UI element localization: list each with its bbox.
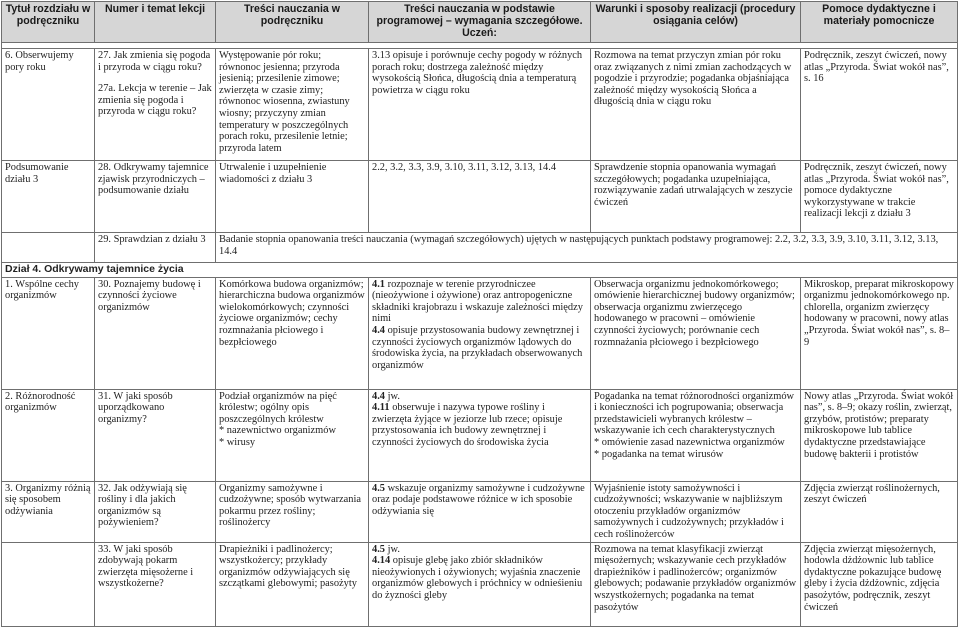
- aids-cell: Nowy atlas „Przyroda. Świat wokół nas”, s. 8–9; okazy roślin, zwierząt, grzybów, protistów; preparaty mikroskopowe lub tablice dydaktyczne przedstawiające budowę bakterii i protistów: [801, 389, 958, 481]
- content-text: * nazewnictwo organizmów: [219, 425, 336, 437]
- content-text: Podział organizmów na pięć królestw; ogólny opis poszczególnych królestw: [219, 390, 337, 425]
- header-content: Treści nauczania w podręczniku: [216, 2, 369, 43]
- curriculum-item: [372, 325, 587, 371]
- curriculum-item: [372, 402, 587, 448]
- chapter-cell: 2. Różnorodność organizmów: [2, 389, 95, 481]
- lesson-cell: [95, 49, 216, 161]
- curriculum-item: [372, 544, 587, 556]
- table-row: [2, 389, 958, 481]
- chapter-cell: Podsumowanie działu 3: [2, 161, 95, 233]
- methods-cell: [591, 389, 801, 481]
- header-row: [2, 2, 958, 43]
- curriculum-number: 4.5: [372, 543, 385, 555]
- curriculum-text: jw.: [387, 543, 400, 555]
- lesson-cell: 32. Jak odżywiają się rośliny i dla jakich organizmów są pożywieniem?: [95, 481, 216, 542]
- curriculum-text: wskazuje organizmy samożywne i cudzożywne oraz podaje podstawowe różnice w ich sposobie odżywiania się: [372, 482, 585, 517]
- header-chapter: Tytuł rozdziału w podręczniku: [2, 2, 95, 43]
- curriculum-cell: 2.2, 3.2, 3.3, 3.9, 3.10, 3.11, 3.12, 3.13, 14.4: [369, 161, 591, 233]
- gap: [98, 73, 212, 83]
- curriculum-number: 4.4: [372, 390, 385, 402]
- table-row: [2, 277, 958, 389]
- curriculum-cell: 3.13 opisuje i porównuje cechy pogody w różnych porach roku; dostrzega zależność między wysokością Słońca, długością dnia a temperaturą powietrza w ciągu roku: [369, 49, 591, 161]
- aids-cell: Podręcznik, zeszyt ćwiczeń, nowy atlas „Przyroda. Świat wokół nas”, pomoce dydaktyczne wykorzystywane w trakcie realizacji lekcji z działu 3: [801, 161, 958, 233]
- section-title: Dział 4. Odkrywamy tajemnice życia: [2, 263, 958, 278]
- methods-cell: Rozmowa na temat klasyfikacji zwierząt mięsożernych; wskazywanie cech przykładów drapieżników i padlinożerców; organizmów glebowych; podawanie przykładów organizmów wszystkożernych; pogadanka na temat pasożytów: [591, 542, 801, 626]
- aids-cell: Zdjęcia zwierząt mięsożernych, hodowla dżdżownic lub tablice dydaktyczne pokazujące budowę gleby i życia dżdżownic, zdjęcia pasożytów, podręcznik, zeszyt ćwiczeń: [801, 542, 958, 626]
- curriculum-cell: [369, 277, 591, 389]
- curriculum-number: 4.14: [372, 555, 391, 567]
- curriculum-cell: [369, 389, 591, 481]
- methods-cell: Sprawdzenie stopnia opanowania wymagań szczegółowych; pogadanka uzupełniająca, rozwiązywanie zadań utrwalających w zeszycie ćwiczeń: [591, 161, 801, 233]
- curriculum-text: opisuje glebę jako zbiór składników nieożywionych i ożywionych; wyjaśnia znaczenie organizmów glebowych i próchnicy w odnieśieniu do żyzności gleby: [372, 555, 583, 601]
- content-text: * wirusy: [219, 436, 256, 448]
- content-cell: Komórkowa budowa organizmów; hierarchiczna budowa organizmów wielokomórkowych; czynności życiowe organizmów; cechy rozmnażania płciowego i bezpłciowego: [216, 277, 369, 389]
- table-row: [2, 161, 958, 233]
- lesson-plan-table: [1, 1, 958, 627]
- curriculum-text: opisuje przystosowania budowy zewnętrznej i czynności życiowych organizmów lądowych do środowiska życia, na przykładach obserwowanych organizmów: [372, 324, 583, 371]
- methods-cell: Obserwacja organizmu jednokomórkowego; omówienie hierarchicznej budowy organizmów; obserwacja organizmu zwierzęcego hodowanego w pracowni – omówienie czynności życiowych; porównanie cech rozmnażania płciowego i bezpłciowego: [591, 277, 801, 389]
- content-cell: Organizmy samożywne i cudzożywne; sposób wytwarzania pokarmu przez rośliny; roślinożercy: [216, 481, 369, 542]
- curriculum-item: [372, 391, 587, 403]
- aids-cell: Mikroskop, preparat mikroskopowy organizmu jednokomórkowego np. chlorella, organizm zwierzęcy hodowany w pracowni, nowy atlas „Przyroda. Świat wokół nas”, s. 8–9: [801, 277, 958, 389]
- aids-cell: Zdjęcia zwierząt roślinożernych, zeszyt ćwiczeń: [801, 481, 958, 542]
- content-cell: Drapieżniki i padlinożercy; wszystkożercy; przykłady organizmów odżywiających się szczątkami glebowymi; pasożyty: [216, 542, 369, 626]
- chapter-cell: [2, 233, 95, 263]
- table-row: [2, 542, 958, 626]
- curriculum-text: jw.: [387, 390, 400, 402]
- curriculum-cell: [369, 481, 591, 542]
- lesson-cell: 29. Sprawdzian z działu 3: [95, 233, 216, 263]
- table-row: [2, 481, 958, 542]
- header-lesson: Numer i temat lekcji: [95, 2, 216, 43]
- chapter-cell: 6. Obserwujemy pory roku: [2, 49, 95, 161]
- curriculum-cell: [369, 542, 591, 626]
- lesson-cell: 31. W jaki sposób uporządkowano organizmy?: [95, 389, 216, 481]
- curriculum-number: 4.1: [372, 278, 385, 290]
- lesson-cell: 30. Poznajemy budowę i czynności życiowe organizmów: [95, 277, 216, 389]
- header-aids: Pomoce dydaktyczne i materiały pomocnicze: [801, 2, 958, 43]
- chapter-cell: 1. Wspólne cechy organizmów: [2, 277, 95, 389]
- content-cell: Utrwalenie i uzupełnienie wiadomości z działu 3: [216, 161, 369, 233]
- lesson-cell: 33. W jaki sposób zdobywają pokarm zwierzęta mięsożerne i wszystkożerne?: [95, 542, 216, 626]
- methods-text: * omówienie zasad nazewnictwa organizmów: [594, 436, 785, 448]
- methods-cell: Wyjaśnienie istoty samożywności i cudzożywności; wskazywanie w najbliższym otoczeniu przykładów organizmów samożywnych i cudzożywnych; przykładów i cech roślinożerców: [591, 481, 801, 542]
- curriculum-number: 4.5: [372, 482, 385, 494]
- chapter-cell: 3. Organizmy różnią się sposobem odżywiania: [2, 481, 95, 542]
- lesson-title: 27. Jak zmienia się pogoda i przyroda w ciągu roku?: [98, 50, 211, 73]
- curriculum-item: [372, 555, 587, 601]
- curriculum-item: [372, 483, 587, 518]
- aids-cell: Podręcznik, zeszyt ćwiczeń, nowy atlas „Przyroda. Świat wokół nas”, s. 16: [801, 49, 958, 161]
- curriculum-item: [372, 279, 587, 325]
- lesson-cell: 28. Odkrywamy tajemnice zjawisk przyrodniczych – podsumowanie działu: [95, 161, 216, 233]
- header-methods: Warunki i sposoby realizacji (procedury osiągania celów): [591, 2, 801, 43]
- methods-cell: Rozmowa na temat przyczyn zmian pór roku oraz związanych z nimi zmian zachodzących w pogodzie i przyrodzie; pogadanka objaśniająca zależność między wysokością Słońca a długością dnia w ciągu roku: [591, 49, 801, 161]
- content-cell: Występowanie pór roku; równonoc jesienna; przyroda jesienią; przesilenie zimowe; zwierzęta w czasie zimy; równonoc wiosenna, zwiastuny wiosny; przyczyny zmian temperatury w poszczególnych porach roku, przesilenie letnie; przyroda latem: [216, 49, 369, 161]
- content-cell: [216, 389, 369, 481]
- curriculum-number: 4.11: [372, 402, 390, 414]
- curriculum-text: obserwuje i nazywa typowe rośliny i zwierzęta żyjące w jeziorze lub rzece; opisuje przystosowania ich budowy zewnętrznej i czynności życiowych do środowiska życia: [372, 402, 563, 448]
- lesson-title: 27a. Lekcja w terenie – Jak zmienia się pogoda i przyroda w ciągu roku?: [98, 83, 212, 118]
- header-curriculum: Treści nauczania w podstawie programowej – wymagania szczegółowe. Uczeń:: [369, 2, 591, 43]
- spanning-cell: Badanie stopnia opanowania treści nauczania (wymagań szczegółowych) ujętych w następujących punktach podstawy programowej: 2.2, 3.2, 3.3, 3.9, 3.10, 3.11, 3.12, 3.13, 14.4: [216, 233, 958, 263]
- chapter-cell: [2, 542, 95, 626]
- section-row: [2, 263, 958, 278]
- curriculum-number: 4.4: [372, 324, 385, 336]
- table-row: [2, 49, 958, 161]
- table-row: [2, 233, 958, 263]
- methods-text: Pogadanka na temat różnorodności organizmów i konieczności ich pogrupowania; obserwacja przedstawicieli wybranych królestw – wskazywanie ich cech charakterystycznych: [594, 390, 795, 437]
- methods-text: * pogadanka na temat wirusów: [594, 448, 724, 460]
- curriculum-text: rozpoznaje w terenie przyrodniczee (nieożywione i ożywione) oraz antropogeniczne składniki krajobrazu i wskazuje zależności między nimi: [372, 278, 583, 325]
